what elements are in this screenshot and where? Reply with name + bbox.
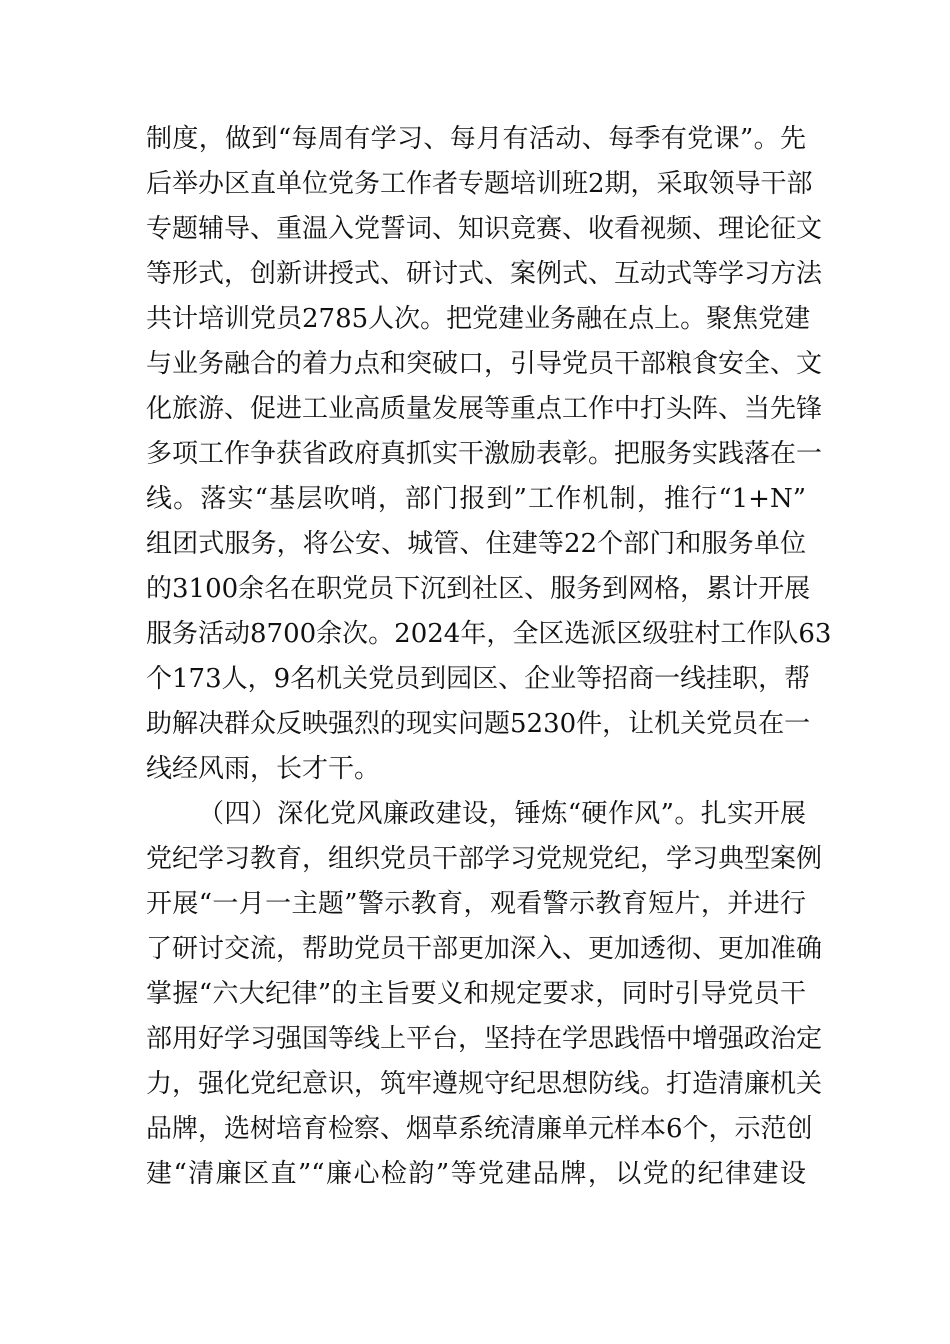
text-line: 线。落实“基层吹哨，部门报到”工作机制，推行“1+N” <box>146 484 806 514</box>
text-line: 助解决群众反映强烈的现实问题5230件，让机关党员在一 <box>146 709 811 739</box>
text-line: 了研讨交流，帮助党员干部更加深入、更加透彻、更加准确 <box>146 934 823 964</box>
text-line: 组团式服务，将公安、城管、住建等22个部门和服务单位 <box>146 529 806 559</box>
text-line: 掌握“六大纪律”的主旨要义和规定要求，同时引导党员干 <box>146 979 806 1009</box>
text-line: 等形式，创新讲授式、研讨式、案例式、互动式等学习方法 <box>146 259 823 289</box>
text-line: 服务活动8700余次。2024年，全区选派区级驻村工作队63 <box>146 619 832 649</box>
text-line: 多项工作争获省政府真抓实干激励表彰。把服务实践落在一 <box>146 439 823 469</box>
body-text <box>146 117 832 1197</box>
text-line: 建“清廉区直”“廉心检韵”等党建品牌，以党的纪律建设 <box>146 1159 806 1189</box>
text-line: 品牌，选树培育检察、烟草系统清廉单元样本6个，示范创 <box>146 1114 813 1144</box>
text-line: 后举办区直单位党务工作者专题培训班2期，采取领导干部 <box>146 169 813 199</box>
text-line: 力，强化党纪意识，筑牢遵规守纪思想防线。打造清廉机关 <box>146 1069 823 1099</box>
text-line: 开展“一月一主题”警示教育，观看警示教育短片，并进行 <box>146 889 806 919</box>
section-heading-line: （四）深化党风廉政建设，锤炼“硬作风”。扎实开展 <box>198 799 806 829</box>
text-line: 部用好学习强国等线上平台，坚持在学思践悟中增强政治定 <box>146 1024 823 1054</box>
text-line-paragraph-end: 线经风雨，长才干。 <box>146 754 381 784</box>
text-line: 共计培训党员2785人次。把党建业务融在点上。聚焦党建 <box>146 304 811 334</box>
text-line: 制度，做到“每周有学习、每月有活动、每季有党课”。先 <box>146 124 806 154</box>
text-line: 化旅游、促进工业高质量发展等重点工作中打头阵、当先锋 <box>146 394 823 424</box>
text-line: 个173人，9名机关党员到园区、企业等招商一线挂职，帮 <box>146 664 811 694</box>
text-line: 的3100余名在职党员下沉到社区、服务到网格，累计开展 <box>146 574 811 604</box>
text-line: 专题辅导、重温入党誓词、知识竞赛、收看视频、理论征文 <box>146 214 823 244</box>
text-line: 与业务融合的着力点和突破口，引导党员干部粮食安全、文 <box>146 349 823 379</box>
text-line: 党纪学习教育，组织党员干部学习党规党纪，学习典型案例 <box>146 844 823 874</box>
